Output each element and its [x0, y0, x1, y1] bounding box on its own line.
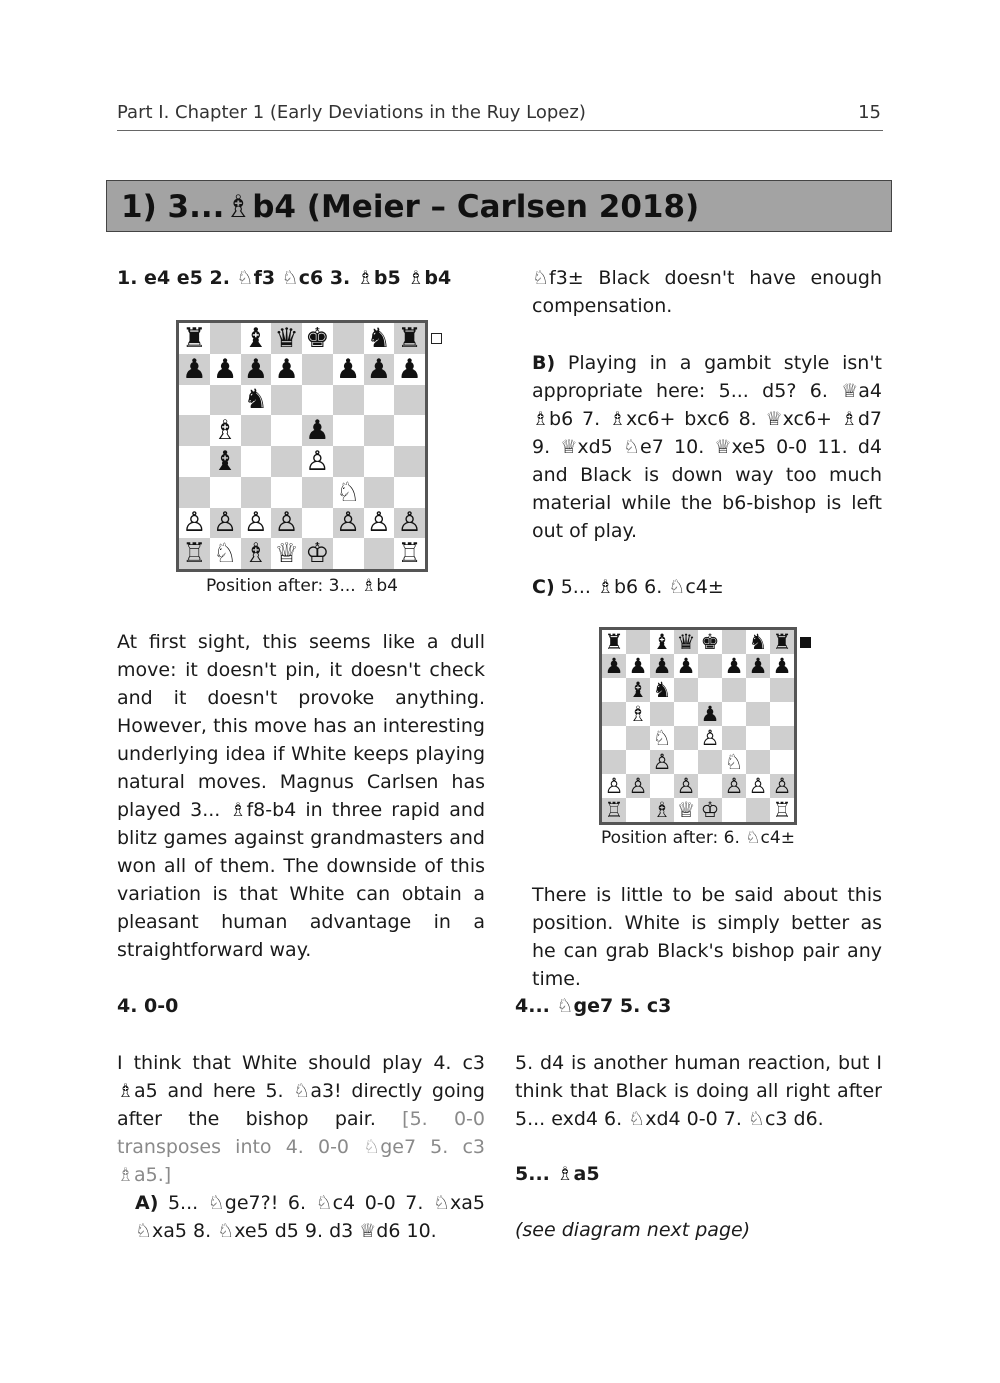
square-a5 [179, 415, 210, 446]
square-c1: ♗ [241, 538, 272, 569]
square-f2: ♙ [333, 508, 364, 539]
diagram-2-caption: Position after: 6. ♘c4± [601, 828, 795, 848]
square-a4 [602, 726, 626, 750]
square-e3 [302, 477, 333, 508]
square-g1 [364, 538, 395, 569]
variation-c-label: C) [532, 576, 555, 598]
square-d6 [271, 385, 302, 416]
square-a2: ♙ [179, 508, 210, 539]
square-e1: ♔ [302, 538, 333, 569]
square-b5: ♗ [626, 702, 650, 726]
square-a6 [602, 678, 626, 702]
square-h7: ♟ [394, 354, 425, 385]
square-c7: ♟ [241, 354, 272, 385]
square-b8 [210, 323, 241, 354]
square-f5 [722, 702, 746, 726]
square-h7: ♟ [770, 654, 794, 678]
square-e3 [698, 750, 722, 774]
square-e1: ♔ [698, 798, 722, 822]
square-g1 [746, 798, 770, 822]
square-c2: ♙ [241, 508, 272, 539]
square-c5 [241, 415, 272, 446]
square-e8: ♚ [302, 323, 333, 354]
white-to-move-marker [431, 333, 442, 344]
square-d7: ♟ [674, 654, 698, 678]
square-a1: ♖ [602, 798, 626, 822]
square-g3 [364, 477, 395, 508]
square-a2: ♙ [602, 774, 626, 798]
variation-c-text: 5... ♗b6 6. ♘c4± [560, 576, 724, 598]
square-g3 [746, 750, 770, 774]
square-b8 [626, 630, 650, 654]
black-to-move-marker [800, 637, 811, 648]
square-b6 [210, 385, 241, 416]
square-g6 [746, 678, 770, 702]
variation-c [532, 573, 882, 601]
square-f4 [722, 726, 746, 750]
square-h1: ♖ [394, 538, 425, 569]
square-h5 [770, 702, 794, 726]
square-c8: ♝ [650, 630, 674, 654]
square-g2: ♙ [364, 508, 395, 539]
chess-diagram-2 [599, 627, 797, 825]
running-header [117, 100, 883, 131]
square-d4 [674, 726, 698, 750]
square-f1 [722, 798, 746, 822]
square-f7: ♟ [722, 654, 746, 678]
square-h4 [770, 726, 794, 750]
square-f2: ♙ [722, 774, 746, 798]
square-b2: ♙ [210, 508, 241, 539]
square-e7 [698, 654, 722, 678]
square-b1 [626, 798, 650, 822]
square-h2: ♙ [770, 774, 794, 798]
square-c4: ♘ [650, 726, 674, 750]
square-b7: ♟ [210, 354, 241, 385]
square-g8: ♞ [364, 323, 395, 354]
square-c1: ♗ [650, 798, 674, 822]
square-h5 [394, 415, 425, 446]
square-f8 [333, 323, 364, 354]
square-d2: ♙ [674, 774, 698, 798]
square-h4 [394, 446, 425, 477]
square-d8: ♛ [271, 323, 302, 354]
square-h3 [770, 750, 794, 774]
square-f6 [722, 678, 746, 702]
square-h6 [394, 385, 425, 416]
square-e6 [698, 678, 722, 702]
variation-a-label: A) [135, 1192, 159, 1214]
square-c2 [650, 774, 674, 798]
square-f8 [722, 630, 746, 654]
square-e7 [302, 354, 333, 385]
square-a5 [602, 702, 626, 726]
paragraph-c3-idea [117, 1049, 485, 1189]
square-d1: ♕ [271, 538, 302, 569]
square-e2 [302, 508, 333, 539]
paragraph-intro: At first sight, this seems like a dull move: it doesn't pin, it doesn't check and it doesn't provoke anything. However, this move has an interesting underlying idea if White keeps playing natural moves. Magnus Carlsen has played 3... ♗f8-b4 in three rapid and blitz games against grandmasters and won all of them. The downside of this variation is that White can obtain a pleasant human advantage in a straightforward way. [117, 631, 485, 961]
square-e4: ♙ [302, 446, 333, 477]
square-c4 [241, 446, 272, 477]
square-e2 [698, 774, 722, 798]
variation-a [135, 1189, 485, 1245]
square-g4 [746, 726, 770, 750]
square-d7: ♟ [271, 354, 302, 385]
move-heading-4-ge7: 4... ♘ge7 5. c3 [515, 995, 672, 1017]
square-f3: ♘ [333, 477, 364, 508]
square-g7: ♟ [364, 354, 395, 385]
square-a7: ♟ [602, 654, 626, 678]
square-h3 [394, 477, 425, 508]
square-g5 [364, 415, 395, 446]
square-a3 [602, 750, 626, 774]
square-h8: ♜ [394, 323, 425, 354]
opening-moves: 1. e4 e5 2. ♘f3 ♘c6 3. ♗b5 ♗b4 [117, 267, 452, 289]
square-g4 [364, 446, 395, 477]
square-d6 [674, 678, 698, 702]
square-a4 [179, 446, 210, 477]
square-f5 [333, 415, 364, 446]
variation-b-text: Playing in a gambit style isn't appropriate here: 5... d5? 6. ♕a4 ♗b6 7. ♗xc6+ bxc6 8. ♕xc6+ ♗d7 9. ♕xd5 ♘e7 10. ♕xe5 0-0 11. d4 and Black is down way too much material while the b6-bishop is left out of play. [532, 352, 882, 542]
chapter-title-box [106, 180, 892, 232]
square-d2: ♙ [271, 508, 302, 539]
square-d3 [674, 750, 698, 774]
square-c6: ♞ [241, 385, 272, 416]
paragraph-d4-reaction: 5. d4 is another human reaction, but I think that Black is doing all right after 5... exd4 6. ♘xd4 0-0 7. ♘c3 d6. [515, 1052, 882, 1130]
square-b6: ♝ [626, 678, 650, 702]
diagram-1-caption: Position after: 3... ♗b4 [206, 576, 398, 596]
square-c3 [241, 477, 272, 508]
square-g8: ♞ [746, 630, 770, 654]
square-h2: ♙ [394, 508, 425, 539]
variation-b [532, 349, 882, 545]
square-h6 [770, 678, 794, 702]
square-e6 [302, 385, 333, 416]
paragraph-c3-main: I think that White should play 4. c3 ♗a5 and here 5. ♘a3! directly going after the bishop pair. [117, 1052, 485, 1130]
square-a3 [179, 477, 210, 508]
page-number: 15 [858, 102, 881, 123]
square-g5 [746, 702, 770, 726]
square-e8: ♚ [698, 630, 722, 654]
square-f1 [333, 538, 364, 569]
square-f6 [333, 385, 364, 416]
square-c8: ♝ [241, 323, 272, 354]
square-b1: ♘ [210, 538, 241, 569]
square-b4 [626, 726, 650, 750]
square-b2: ♙ [626, 774, 650, 798]
square-h1: ♖ [770, 798, 794, 822]
square-a8: ♜ [179, 323, 210, 354]
square-c3: ♙ [650, 750, 674, 774]
square-b3 [210, 477, 241, 508]
square-f4 [333, 446, 364, 477]
square-f7: ♟ [333, 354, 364, 385]
square-d5 [674, 702, 698, 726]
square-e5: ♟ [302, 415, 333, 446]
square-b5: ♗ [210, 415, 241, 446]
variation-a-continuation: ♘f3± Black doesn't have enough compensation. [532, 267, 882, 317]
square-b4: ♝ [210, 446, 241, 477]
square-c6: ♞ [650, 678, 674, 702]
header-chapter-text: Part I. Chapter 1 (Early Deviations in the Ruy Lopez) [117, 102, 586, 123]
transposition-note: [5. 0-0 transposes into 4. 0-0 ♘ge7 5. c3 ♗a5.] [117, 1108, 485, 1186]
square-a1: ♖ [179, 538, 210, 569]
square-e5: ♟ [698, 702, 722, 726]
variation-b-label: B) [532, 352, 556, 374]
square-g7: ♟ [746, 654, 770, 678]
square-a8: ♜ [602, 630, 626, 654]
variation-a-text: 5... ♘ge7?! 6. ♘c4 0-0 7. ♘xa5 ♘xa5 8. ♘xe5 d5 9. d3 ♕d6 10. [135, 1192, 485, 1242]
square-c7: ♟ [650, 654, 674, 678]
square-b3 [626, 750, 650, 774]
square-b7: ♟ [626, 654, 650, 678]
square-d3 [271, 477, 302, 508]
square-d1: ♕ [674, 798, 698, 822]
square-h8: ♜ [770, 630, 794, 654]
square-a7: ♟ [179, 354, 210, 385]
paragraph-position-assessment: There is little to be said about this position. White is simply better as he can grab Black's bishop pair any time. [532, 884, 882, 990]
square-d4 [271, 446, 302, 477]
square-a6 [179, 385, 210, 416]
see-diagram-note: (see diagram next page) [515, 1219, 751, 1241]
square-g2: ♙ [746, 774, 770, 798]
square-c5 [650, 702, 674, 726]
square-d5 [271, 415, 302, 446]
square-d8: ♛ [674, 630, 698, 654]
square-f3: ♘ [722, 750, 746, 774]
square-g6 [364, 385, 395, 416]
chess-diagram-1 [176, 320, 428, 572]
square-e4: ♙ [698, 726, 722, 750]
chapter-title: 1) 3...♗b4 (Meier – Carlsen 2018) [121, 189, 700, 225]
move-heading-4-0-0: 4. 0-0 [117, 995, 179, 1017]
move-heading-5-a5: 5... ♗a5 [515, 1163, 600, 1185]
